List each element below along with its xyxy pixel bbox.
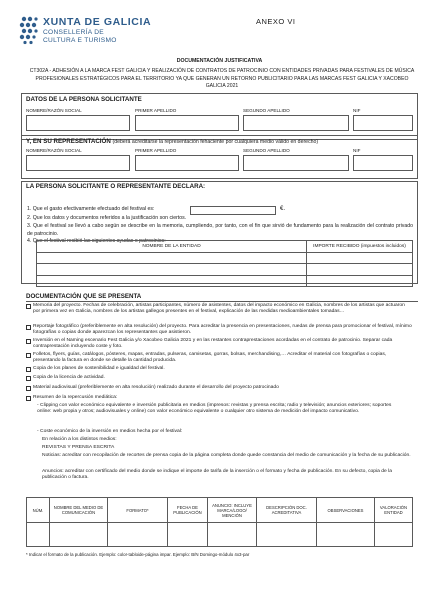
table-cell[interactable]: [37, 252, 307, 264]
logo-title: XUNTA DE GALICIA: [43, 16, 152, 28]
checkbox[interactable]: [26, 304, 31, 309]
sub-item: En relación a los distintos medios:: [42, 437, 117, 442]
column-header: NÚM.: [27, 498, 50, 523]
document-title: DOCUMENTACIÓN JUSTIFICATIVA: [176, 58, 263, 64]
field-label: NOMBRE/RAZÓN SOCIAL: [26, 148, 82, 153]
table-row: [37, 264, 413, 276]
doc-item-text: Resumen de la repercusión mediática:: [33, 395, 118, 400]
rep-first-surname-field[interactable]: [135, 155, 239, 171]
doc-item: [26, 338, 412, 351]
declaration-line: 1. Que el gasto efectivamente efectuado del festival es:: [27, 206, 155, 212]
section-title: DATOS DE LA PERSONA SOLICITANTE: [26, 96, 142, 103]
name-field[interactable]: [26, 115, 130, 131]
doc-item: [26, 395, 412, 401]
table-cell[interactable]: [37, 275, 307, 287]
checkbox[interactable]: [26, 339, 31, 344]
logo-subtitle-line: CULTURA E TURISMO: [43, 37, 117, 44]
doc-item: [26, 366, 412, 372]
declaration-line: 3. Que el festival se llevó a cabo según se describe en la memoria, cumpliendo, por tanto, con el fin que sirvió de fundamento para la realización del contrato privado de patrocinio.: [27, 223, 413, 237]
table-cell[interactable]: [108, 523, 168, 547]
rep-second-surname-field[interactable]: [243, 155, 349, 171]
doc-item-text: Copia de la licencia de actividad.: [33, 375, 105, 380]
euro-sign: €.: [280, 206, 286, 212]
table-cell[interactable]: [317, 523, 375, 547]
checkbox[interactable]: [26, 353, 31, 358]
footnote: * Indicar el formato de la publicación. Ejemplo: color-tabloide-página impar. Ejemplo: B/N Domingo-módulo 4x3-par: [26, 552, 250, 557]
media-table: [26, 497, 413, 547]
field-label: SEGUNDO APELLIDO: [243, 148, 290, 153]
nif-field[interactable]: [353, 115, 413, 131]
section-title-text: Y, EN SU REPRESENTACIÓN: [26, 138, 111, 145]
checkbox[interactable]: [26, 376, 31, 381]
column-header: NOMBRE DE LA ENTIDAD: [37, 241, 307, 253]
checkbox[interactable]: [26, 396, 31, 401]
table-cell[interactable]: [50, 523, 108, 547]
sub-item: - Coste económico de la inversión en medios hecha por el festival:: [37, 429, 183, 434]
column-header: NOMBRE DEL MEDIO DE COMUNICACIÓN: [50, 498, 108, 523]
declaration-line: 2. Que los datos y documentos referidos a la justificación son ciertos.: [27, 215, 187, 221]
sub-item: Noticias: acreditar con recopilación de recortes de prensa copia de la página completa donde quede constancia del medio de comunicación y la fecha de su publicación.: [42, 453, 411, 458]
applicant-section: [21, 93, 418, 140]
column-header: ANUNCIO: INCLUYE MARCA/LOGO/ MENCIÓN: [208, 498, 257, 523]
table-cell[interactable]: [208, 523, 257, 547]
rep-name-field[interactable]: [26, 155, 130, 171]
table-row: [37, 252, 413, 264]
rep-nif-field[interactable]: [353, 155, 413, 171]
table-row: [27, 523, 413, 547]
divider: [26, 301, 418, 302]
table-cell[interactable]: [307, 264, 413, 276]
first-surname-field[interactable]: [135, 115, 239, 131]
checkbox[interactable]: [26, 367, 31, 372]
annex-label: ANEXO VI: [256, 17, 296, 26]
document-subtitle: CT302A - ADHESIÓN A LA MARCA FEST GALICIA Y REALIZACIÓN DE CONTRATOS DE PATROCINIO CON ENTIDADES PRIVADAS PARA FESTIVALES DE MÚSICA PROFESIONALES ESTRATÉGICOS PARA EL TERRITORIO YA QUE GENERAN UN RETORNO PUBLICITARIO PARA LAS MARCAS FEST GALICIA Y XACOBEO GALICIA 2021: [29, 68, 415, 89]
table-cell[interactable]: [37, 264, 307, 276]
column-header: FECHA DE PUBLICACIÓN: [168, 498, 208, 523]
field-label: PRIMER APELLIDO: [135, 108, 177, 113]
section-note: (deberá acreditarse la representación fehaciente por cualquiera medio válido en derecho): [112, 139, 319, 145]
sub-item: - Clipping con valor económico equivalente e inversión publicitaria en medios (impresos: revistas y prensa escrita; radio y televisión; anuncios exteriores; soportes online: web propia y otros; audiovisuales y online) con valor económico equivalente o cualquier otro sistema de medición del impacto comunicativo.: [37, 403, 392, 415]
checkbox[interactable]: [26, 386, 31, 391]
doc-item-text: Material audiovisual (preferiblemente en alta resolución) realizado durante el desarrollo del proyecto patrocinado: [33, 385, 279, 390]
declaration-section: [21, 181, 418, 284]
field-label: PRIMER APELLIDO: [135, 148, 177, 153]
doc-item: [26, 324, 412, 337]
doc-item: [26, 375, 412, 381]
table-cell[interactable]: [168, 523, 208, 547]
column-header: FORMATO*: [108, 498, 168, 523]
doc-item: [26, 303, 412, 316]
declaration-line: 4. Que el festival recibió las siguientes ayudas o patrocinios:: [27, 238, 166, 244]
field-label: NIF: [353, 148, 361, 153]
table-cell[interactable]: [307, 275, 413, 287]
column-header: OBSERVACIONES: [317, 498, 375, 523]
documentation-section: [21, 291, 418, 594]
field-label: NOMBRE/RAZÓN SOCIAL: [26, 108, 82, 113]
table-cell[interactable]: [257, 523, 317, 547]
checkbox[interactable]: [26, 325, 31, 330]
doc-item-text: Memoria del proyecto. Fechas de celebración, artistas participantes, número de asistentes, datos del impacto económico en Galicia, nombres de los artistas que actuaron por primera vez en Galicia, nombres de los artistas gallegos presentes en el festival, explicación de las medidas medioambientales tomadas…: [33, 303, 405, 315]
doc-item-text: Reportaje fotográfico (preferiblemente en alta resolución) del proyecto. Para acreditar la presencia en presentaciones, ruedas de prensa para promocionar el festival, mínimo fotografías o copias donde aparezcan los representantes que asistieron.: [33, 324, 412, 336]
table-row: [37, 275, 413, 287]
column-header: DESCRIPCIÓN DOC. ACREDITATIVA: [257, 498, 317, 523]
sub-item: REVISTAS Y PRENSA ESCRITA: [42, 445, 115, 450]
xunta-logo-icon: [19, 15, 39, 45]
table-cell[interactable]: [307, 252, 413, 264]
column-header: VALORACIÓN ENTIDAD: [375, 498, 413, 523]
section-title: [26, 138, 318, 145]
field-label: NIF: [353, 108, 361, 113]
table-header-row: [27, 498, 413, 523]
doc-item: [26, 352, 412, 365]
doc-item-text: Inversión en el Naming escenario Fest Galicia y/o Xacobeo Galicia 2021 y en las restantes contraprestaciones acordadas en el contrato de patrocinio. Separar cada contraprestación incluyendo coste y foto.: [33, 338, 393, 350]
representative-section: [21, 135, 418, 179]
field-label: SEGUNDO APELLIDO: [243, 108, 290, 113]
section-title: LA PERSONA SOLICITANTE O REPRESENTANTE DECLARA:: [26, 183, 206, 190]
table-header-row: [37, 241, 413, 253]
aid-table: [36, 240, 413, 287]
column-header: IMPORTE RECIBIDO (impuestos incluidos): [307, 241, 413, 253]
logo-subtitle: [43, 29, 117, 45]
amount-field[interactable]: [190, 206, 276, 215]
logo-subtitle-line: CONSELLERÍA DE: [43, 29, 104, 36]
second-surname-field[interactable]: [243, 115, 349, 131]
doc-item-text: Folletos, flyers, guías, catálogos, pósteres, mapas, entradas, pulseras, camisetas, gorras, bolsas, merchandising,… Acreditar el material con fotografías o copias, presentando la factura en donde se detalle la cantidad producida.: [33, 352, 387, 364]
section-title: DOCUMENTACIÓN QUE SE PRESENTA: [26, 293, 142, 300]
doc-item: [26, 385, 412, 391]
table-cell[interactable]: [375, 523, 413, 547]
sub-item: Anuncios: acreditar con certificado del medio donde se indique el importe de tarifa de la inserción o el formato y fecha de publicación. En su defecto, copia de la publicación o factura.: [42, 469, 392, 481]
doc-item-text: Copia de los planes de sostenibilidad e igualdad del festival.: [33, 366, 165, 371]
table-cell[interactable]: [27, 523, 50, 547]
